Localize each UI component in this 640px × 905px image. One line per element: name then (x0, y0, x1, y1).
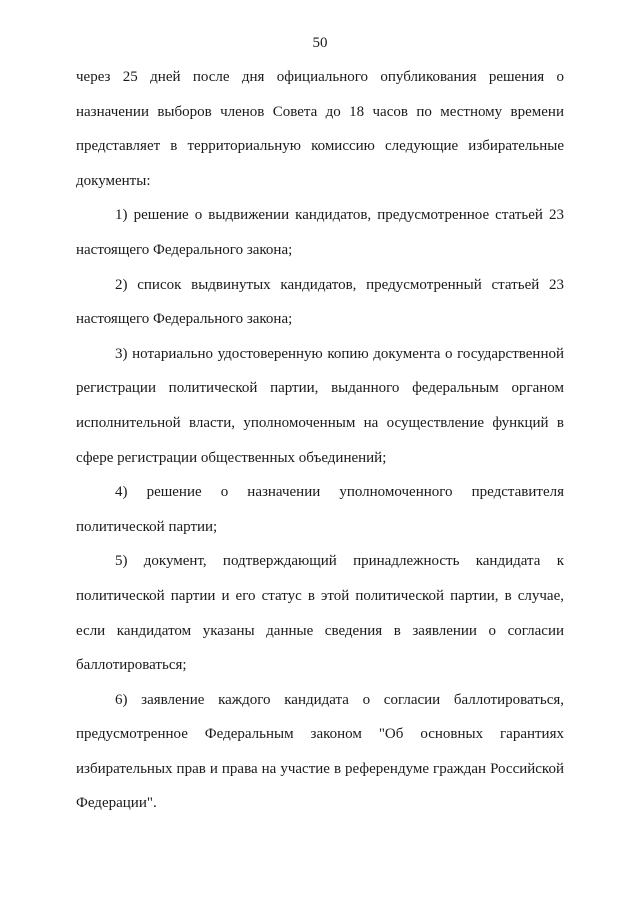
paragraph-item-1: 1) решение о выдвижении кандидатов, предусмотренное статьей 23 настоящего Федерального закона; (76, 207, 564, 258)
page-number: 50 (312, 35, 328, 51)
paragraph-intro: через 25 дней после дня официального опубликования решения о назначении выборов членов Совета до 18 часов по местному времени представляет в территориальную комиссию следующие избирательные документы: (76, 69, 564, 189)
paragraph-item-4: 4) решение о назначении уполномоченного представителя политической партии; (76, 484, 564, 535)
paragraph-item-3: 3) нотариально удостоверенную копию документа о государственной регистрации политической партии, выданного федеральным органом исполнительной власти, уполномоченным на осуществление функций в сфере регистрации общественных объединений; (76, 345, 564, 466)
paragraph-item-5: 5) документ, подтверждающий принадлежность кандидата к политической партии и его статус в этой политической партии, в случае, если кандидатом указаны данные сведения в заявлении о согласии баллотироваться; (76, 553, 564, 674)
paragraph-item-6: 6) заявление каждого кандидата о согласии баллотироваться, предусмотренное Федеральным законом "Об основных гарантиях избирательных прав и права на участие в референдуме граждан Российской Федерации". (76, 691, 564, 812)
paragraph-item-2: 2) список выдвинутых кандидатов, предусмотренный статьей 23 настоящего Федерального закона; (76, 276, 564, 328)
document-body (76, 60, 564, 821)
